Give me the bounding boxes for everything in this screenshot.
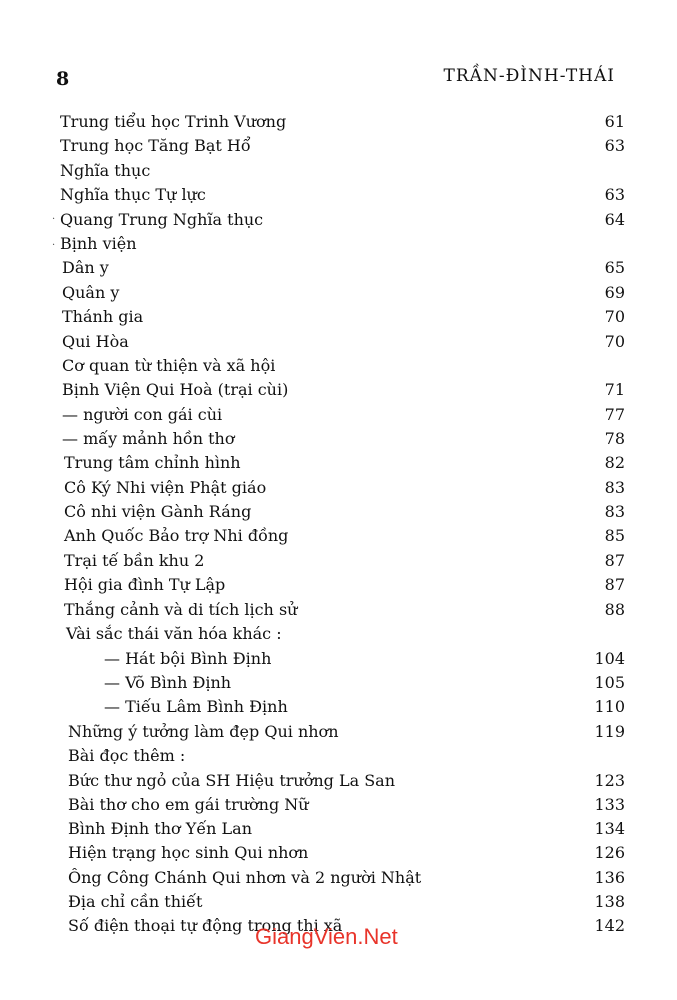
toc-entry-title: — Hát bội Bình Định	[104, 649, 272, 668]
toc-entry-title: Vài sắc thái văn hóa khác :	[66, 624, 282, 643]
toc-entry-title: — mấy mảnh hồn thơ	[62, 429, 235, 448]
toc-entry-page: 70	[604, 307, 625, 326]
toc-entry-title: Nghĩa thục Tự lực	[60, 185, 206, 204]
toc-entry-page: 78	[604, 429, 625, 448]
toc-entry-page: 119	[594, 722, 625, 741]
toc-entry-page: 136	[594, 868, 625, 887]
toc-entry	[0, 720, 677, 744]
toc-entry-title: Bình Định thơ Yến Lan	[68, 819, 253, 838]
toc-entry	[0, 890, 677, 914]
toc-entry	[0, 354, 677, 378]
toc-entry	[0, 841, 677, 865]
toc-entry-page: 85	[604, 526, 625, 545]
toc-entry-title: Cơ quan từ thiện và xã hội	[62, 356, 276, 375]
toc-entry-title: Bức thư ngỏ của SH Hiệu trưởng La San	[68, 771, 396, 790]
toc-entry-page: 123	[594, 771, 625, 790]
toc-entry	[0, 256, 677, 280]
toc-entry-title: Qui Hòa	[62, 332, 129, 351]
toc-entry-page: 87	[604, 575, 625, 594]
toc-entry-page: 87	[604, 551, 625, 570]
toc-entry-title: Bịnh Viện Qui Hoà (trại cùi)	[62, 380, 289, 399]
toc-entry	[0, 866, 677, 890]
scan-speck: ·	[52, 214, 56, 225]
toc-entry-title: Trại tế bần khu 2	[64, 551, 205, 570]
toc-entry	[0, 769, 677, 793]
toc-entry	[0, 305, 677, 329]
toc-entry-page: 142	[594, 916, 625, 935]
toc-entry-page: 110	[594, 697, 625, 716]
toc-entry-page: 83	[604, 478, 625, 497]
toc-entry-page: 71	[604, 380, 625, 399]
scan-speck: ·	[52, 240, 56, 251]
toc-entry-title: Trung học Tăng Bạt Hổ	[60, 136, 251, 155]
toc-entry-page: 82	[604, 453, 625, 472]
toc-entry-title: Bài đọc thêm :	[68, 746, 186, 765]
toc-entry-page: 64	[604, 210, 625, 229]
toc-entry	[0, 695, 677, 719]
toc-entry-page: 61	[604, 112, 625, 131]
toc-entry	[0, 573, 677, 597]
toc-entry	[0, 744, 677, 768]
toc-entry	[0, 232, 677, 256]
toc-entry	[0, 451, 677, 475]
toc-entry-title: Dân y	[62, 258, 109, 277]
toc-entry-page: 63	[604, 185, 625, 204]
toc-entry	[0, 793, 677, 817]
page-number: 8	[56, 68, 70, 90]
toc-entry-title: Thắng cảnh và di tích lịch sử	[64, 600, 298, 619]
toc-entry-title: Số điện thoại tự động trong thị xã	[68, 916, 343, 935]
toc-entry-title: Thánh gia	[62, 307, 144, 326]
toc-entry	[0, 549, 677, 573]
toc-entry-title: — người con gái cùi	[62, 405, 223, 424]
toc-entry-title: Bịnh viện	[60, 234, 137, 253]
toc-entry-page: 105	[594, 673, 625, 692]
toc-entry-page: 88	[604, 600, 625, 619]
toc-entry-title: — Võ Bình Định	[104, 673, 232, 692]
toc-entry-page: 133	[594, 795, 625, 814]
watermark: GiangVien.Net	[255, 924, 398, 949]
toc-entry	[0, 817, 677, 841]
toc-entry-page: 83	[604, 502, 625, 521]
toc-entry-title: Bài thơ cho em gái trường Nữ	[68, 795, 309, 814]
toc-entry	[0, 403, 677, 427]
toc-entry-page: 126	[594, 843, 625, 862]
toc-entry	[0, 378, 677, 402]
toc-entry	[0, 281, 677, 305]
toc-entry-page: 104	[594, 649, 625, 668]
toc-entry-title: Ông Công Chánh Qui nhơn và 2 người Nhật	[68, 868, 422, 887]
toc-entry	[0, 427, 677, 451]
toc-entry	[0, 159, 677, 183]
toc-entry	[0, 524, 677, 548]
toc-entry-title: Địa chỉ cần thiết	[68, 892, 203, 911]
toc-entry-title: Hội gia đình Tự Lập	[64, 575, 226, 594]
toc-entry-title: Trung tâm chỉnh hình	[64, 453, 241, 472]
toc-entry-page: 65	[604, 258, 625, 277]
toc-entry	[0, 330, 677, 354]
toc-entry	[0, 647, 677, 671]
toc-entry-page: 138	[594, 892, 625, 911]
running-head: TRẦN-ĐÌNH-THÁI	[443, 66, 615, 86]
toc-entry-page: 134	[594, 819, 625, 838]
toc-entry-title: Quân y	[62, 283, 120, 302]
toc-entry-title: — Tiếu Lâm Bình Định	[104, 697, 288, 716]
toc-entry	[0, 671, 677, 695]
toc-entry-page: 70	[604, 332, 625, 351]
toc-entry-title: Trung tiểu học Trinh Vương	[60, 112, 287, 131]
toc-entry-page: 69	[604, 283, 625, 302]
toc-entry	[0, 622, 677, 646]
toc-entry-title: Hiện trạng học sinh Qui nhơn	[68, 843, 309, 862]
toc-entry	[0, 476, 677, 500]
toc-entry	[0, 183, 677, 207]
toc-entry-title: Những ý tưởng làm đẹp Qui nhơn	[68, 722, 339, 741]
toc-entry	[0, 134, 677, 158]
toc-entry	[0, 110, 677, 134]
toc-entry-page: 63	[604, 136, 625, 155]
toc-entry	[0, 598, 677, 622]
toc-entry-title: Cô Ký Nhi viện Phật giáo	[64, 478, 267, 497]
toc-entry-title: Cô nhi viện Gành Ráng	[64, 502, 252, 521]
toc-entry-page: 77	[604, 405, 625, 424]
toc-entry-title: Quang Trung Nghĩa thục	[60, 210, 264, 229]
toc-entry-title: Anh Quốc Bảo trợ Nhi đồng	[64, 526, 289, 545]
toc-entry	[0, 208, 677, 232]
toc-entry	[0, 500, 677, 524]
toc-entry-title: Nghĩa thục	[60, 161, 151, 180]
